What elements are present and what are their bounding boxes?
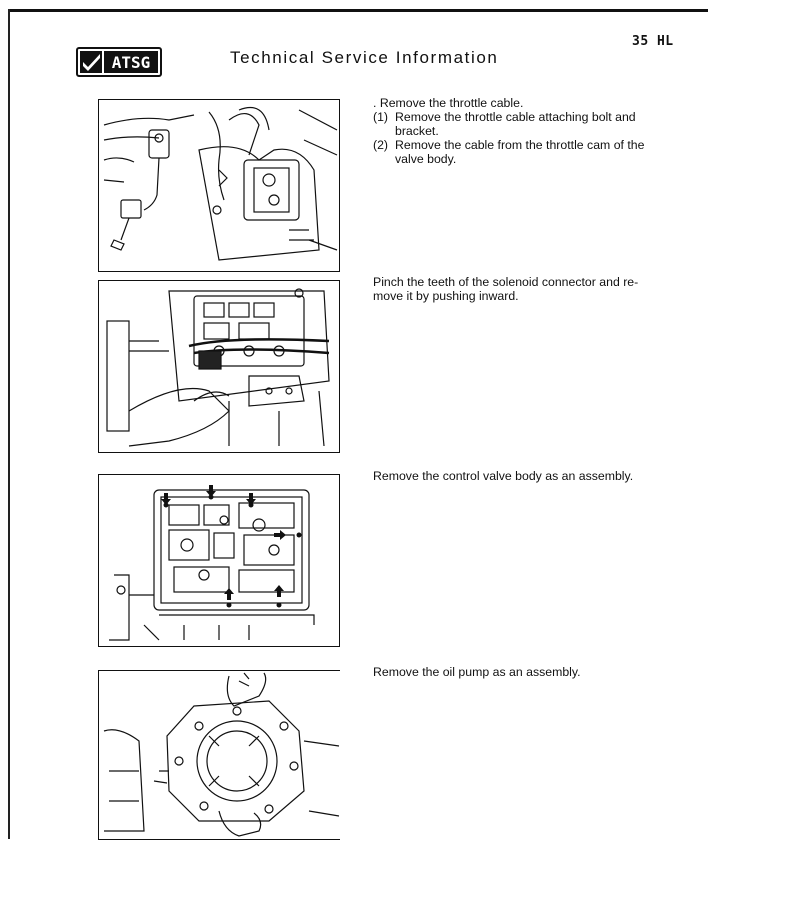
- step-1-item-2: [373, 138, 653, 166]
- valve-body-figure: [98, 474, 340, 647]
- page-title: Technical Service Information: [230, 48, 499, 67]
- oil-pump-figure: [98, 670, 340, 840]
- throttle-cable-figure: [98, 99, 340, 272]
- step-4-instructions: Remove the oil pump as an assembly.: [373, 665, 581, 679]
- step-1-intro: . Remove the throttle cable.: [373, 96, 524, 110]
- valve-body-illustration: [99, 475, 339, 646]
- top-border-rule: [8, 9, 708, 12]
- item-number: (2): [373, 138, 389, 152]
- step-3-instructions: Remove the control valve body as an assembly.: [373, 469, 634, 483]
- solenoid-connector-illustration: [99, 281, 339, 452]
- svg-text:ATSG: ATSG: [111, 53, 151, 72]
- item-text: Remove the throttle cable attaching bolt and bracket.: [395, 110, 636, 138]
- throttle-cable-illustration: [99, 100, 339, 271]
- step-1-item-1: [373, 110, 653, 138]
- step-2-instructions: Pinch the teeth of the solenoid connector and re-move it by pushing inward.: [373, 275, 639, 303]
- page-number: 35 HL: [632, 34, 674, 49]
- left-border-rule: [8, 9, 10, 839]
- atsg-logo: [76, 47, 162, 77]
- step-1-instructions: [373, 96, 653, 166]
- item-number: (1): [373, 110, 389, 124]
- solenoid-connector-figure: [98, 280, 340, 453]
- item-text: Remove the cable from the throttle cam of the valve body.: [395, 138, 645, 166]
- oil-pump-illustration: [99, 671, 340, 839]
